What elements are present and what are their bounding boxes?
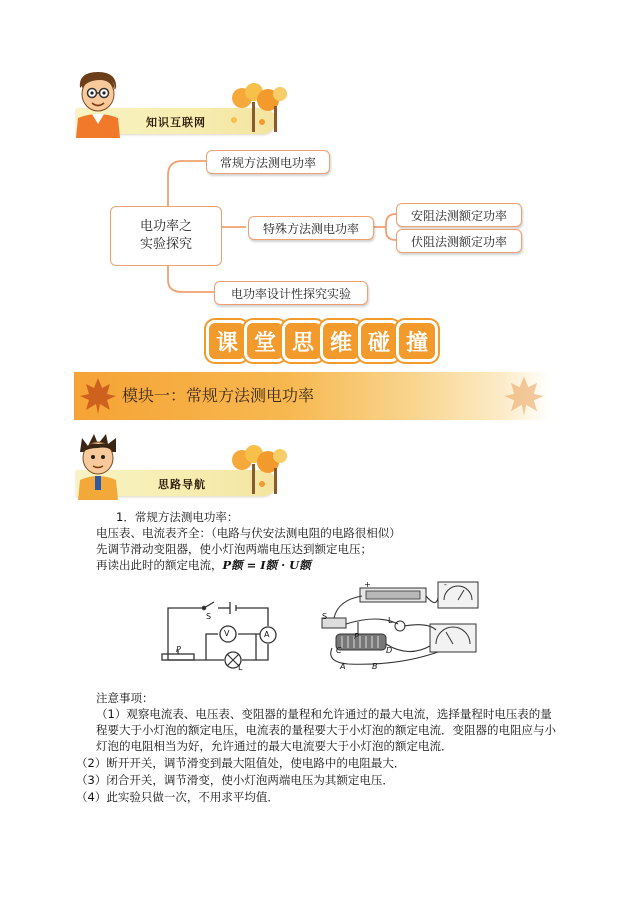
maple-leaf-icon xyxy=(76,374,120,418)
classroom-char: 课 xyxy=(206,320,248,362)
mindmap-branch-label: 特殊方法测电功率 xyxy=(262,221,359,236)
note-item: （3）闭合开关，调节滑变，使小灯泡两端电压为其额定电压． xyxy=(76,773,394,787)
section-heading: 1．常规方法测电功率： xyxy=(116,510,239,524)
circuit-label-s: S xyxy=(206,612,212,621)
apparatus-label-d: D xyxy=(386,646,393,655)
classroom-char: 碰 xyxy=(358,320,400,362)
circuit-label-a: A xyxy=(264,630,270,639)
notes-title: 注意事项： xyxy=(96,691,154,705)
note-item: （2）断开开关，调节滑变到最大阻值处，使电路中的电阻最大． xyxy=(76,756,406,770)
mindmap-sub-ammeter xyxy=(396,203,522,227)
mindmap-sub-label: 伏阻法测额定功率 xyxy=(410,234,507,249)
classroom-char: 维 xyxy=(320,320,362,362)
apparatus-label-l: L xyxy=(388,616,393,625)
note-item: 灯泡的电阻相当为好，允许通过的最大电流要大于小灯泡的额定电流． xyxy=(96,739,453,753)
note-item: （4）此实验只做一次，不用求平均值． xyxy=(76,790,279,804)
circuit-label-l: L xyxy=(238,663,243,672)
cartoon-boy-icon xyxy=(68,430,130,500)
mindmap-sub-voltmeter xyxy=(396,229,522,253)
apparatus-label-p: P xyxy=(354,632,359,641)
mindmap-center-node xyxy=(110,206,222,266)
classroom-char: 堂 xyxy=(244,320,286,362)
mindmap-branch-design xyxy=(214,281,368,305)
banner-title-knowledge: 知识互联网 xyxy=(146,116,206,129)
circuit-label-p: P xyxy=(176,645,181,654)
classroom-char: 思 xyxy=(282,320,324,362)
apparatus-label-b: B xyxy=(372,662,378,671)
text-line: 先调节滑动变阻器，使小灯泡两端电压达到额定电压； xyxy=(96,542,372,556)
apparatus-illustration xyxy=(318,578,484,672)
apparatus-label-s: S xyxy=(322,612,328,621)
module-title: 模块一：常规方法测电功率 xyxy=(122,386,315,405)
mindmap-branch-label: 电功率设计性探究实验 xyxy=(230,286,351,301)
mindmap-branch-label: 常规方法测电功率 xyxy=(219,155,316,170)
mindmap-sub-label: 安阻法测额定功率 xyxy=(410,208,507,223)
autumn-tree-icon xyxy=(228,444,290,496)
note-item: 程要大于小灯泡的额定电压，电流表的量程要大于小灯泡的额定电流．变阻器的电阻应与小 xyxy=(96,723,556,737)
text-prefix: 再读出此时的额定电流， xyxy=(96,558,223,572)
text-line: 电压表、电流表齐全：（电路与伏安法测电阻的电路很相似） xyxy=(96,526,401,540)
apparatus-label-minus: - xyxy=(444,580,447,589)
apparatus-label-c: C xyxy=(336,646,342,655)
banner-title-thinking: 思路导航 xyxy=(158,478,206,491)
mindmap-branch-special xyxy=(248,216,374,240)
mindmap-branch-regular xyxy=(206,150,330,174)
text-line xyxy=(96,557,311,573)
power-formula: P额 = I额 · U额 xyxy=(222,558,311,572)
mindmap-center-label: 电功率之 实验探究 xyxy=(139,219,192,252)
apparatus-label-plus: + xyxy=(364,580,371,589)
maple-leaf-icon xyxy=(500,372,548,420)
note-item: （1）观察电流表、电压表、变阻器的量程和允许通过的最大电流，选择量程时电压表的量 xyxy=(96,707,552,721)
apparatus-label-a: A xyxy=(340,662,346,671)
classroom-char: 撞 xyxy=(396,320,438,362)
circuit-label-v: V xyxy=(224,629,230,638)
